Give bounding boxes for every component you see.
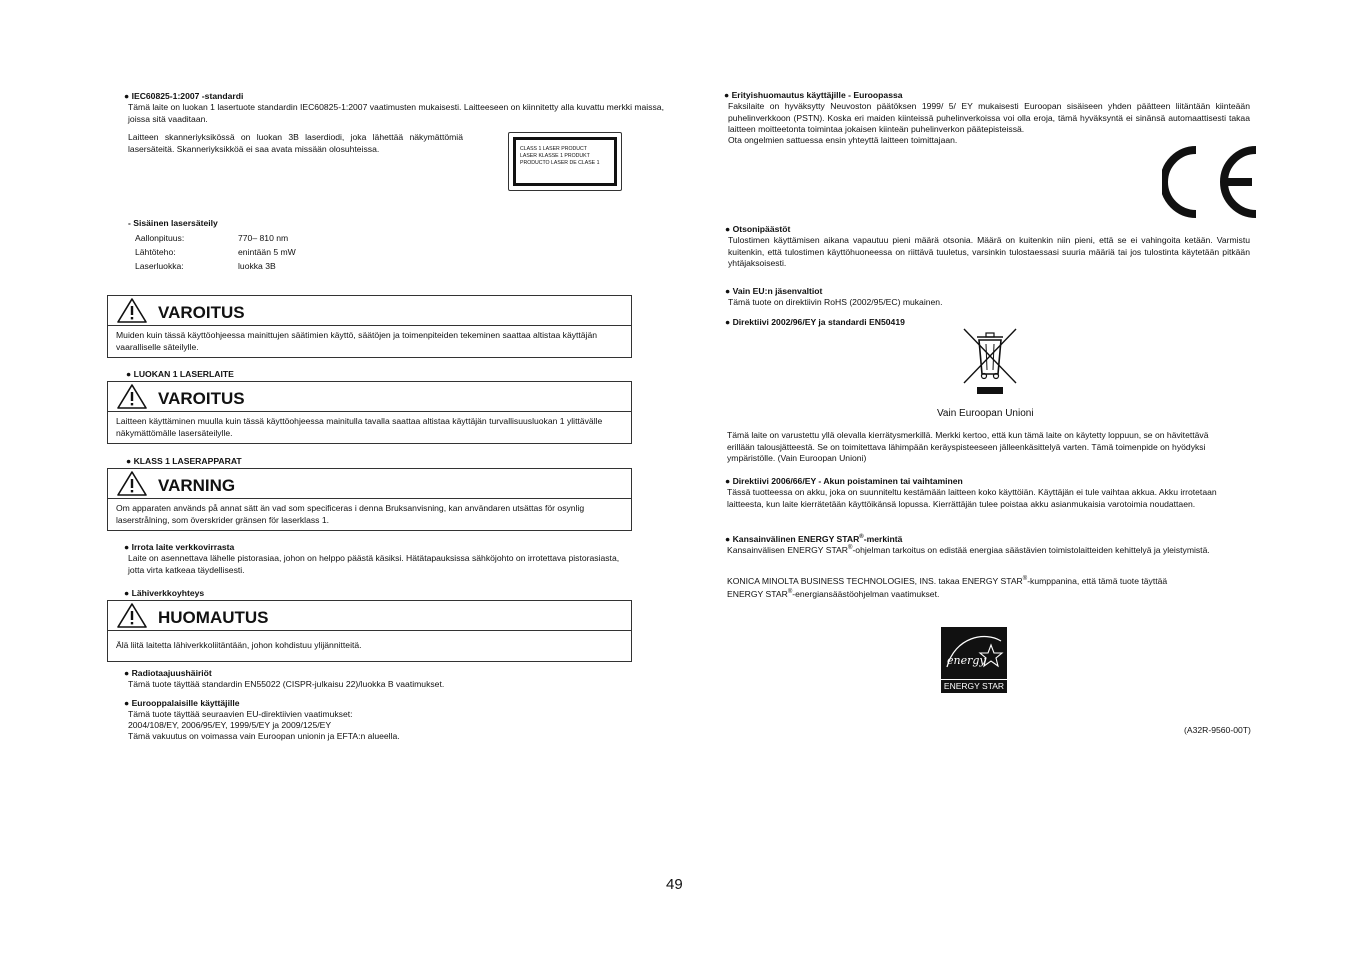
spec-label-power: Lähtöteho: xyxy=(135,247,176,257)
class1-heading: ● LUOKAN 1 LASERLAITE xyxy=(126,369,234,379)
document-code: (A32R-9560-00T) xyxy=(1184,725,1251,735)
energy-text-1-post: -ohjelman tarkoitus on edistää energiaa säästävien toimistolaitteiden kehittelyä ja yleistymistä. xyxy=(852,544,1210,555)
eu-members-text: Tämä tuote on direktiivin RoHS (2002/95/EC) mukainen. xyxy=(728,297,943,307)
warning-text-2: Laitteen käyttäminen muulla kuin tässä käyttöohjeessa mainitulla tavalla saattaa altistaa käyttäjän turvallisuusluokan 1 ylittävälle näkymättömälle lasersäteilylle. xyxy=(116,416,603,438)
warning-triangle-icon xyxy=(117,603,147,628)
europe-heading: ● Eurooppalaisille käyttäjille xyxy=(124,698,240,708)
warning-text-3: Om apparaten används på annat sätt än vad som specificeras i denna Bruksanvisning, kan användaren utsättas för osynlig laserstrålning, som överskrider gränsen för laserklass 1. xyxy=(116,503,585,525)
scanner-text: Laitteen skanneriyksikössä on luokan 3B laserdiodi, joka lähettää näkymättömiä lasersäteitä. Skanneriyksikköä ei saa avata missään olosuhteissa. xyxy=(128,132,463,154)
disconnect-text: Laite on asennettava lähelle pistorasiaa, johon on helppo päästä käsiksi. Hätätapauksissa sähköjohto on irrotettava pistorasiasta, jotta virta katkeaa täydellisesti. xyxy=(128,553,620,575)
reg-mark: ® xyxy=(787,589,793,596)
disconnect-heading: ● Irrota laite verkkovirrasta xyxy=(124,542,235,552)
label-line-2: LASER KLASSE 1 PRODUKT xyxy=(520,153,590,159)
klass1-heading: ● KLASS 1 LASERAPPARAT xyxy=(126,456,242,466)
energy-text-2-d: -energiansäästöohjelman vaatimukset. xyxy=(792,589,940,600)
warning-triangle-icon xyxy=(117,384,147,409)
warning-text-4: Älä liitä laitetta lähiverkkoliitäntään, johon kohdistuu ylijännitteitä. xyxy=(116,640,362,650)
reg-mark: ® xyxy=(1022,576,1028,582)
energy-text-1-pre: Kansainvälisen ENERGY STAR xyxy=(727,544,849,555)
europe-line-3: Tämä vakuutus on voimassa vain Euroopan unionin ja EFTA:n alueella. xyxy=(128,731,400,741)
warning-box-2 xyxy=(107,381,632,444)
crossed-bin-icon xyxy=(960,326,1020,406)
europe-line-1: Tämä tuote täyttää seuraavien EU-direktiivien vaatimukset: xyxy=(128,709,353,719)
weee-heading: ● Direktiivi 2002/96/EY ja standardi EN50419 xyxy=(725,317,905,327)
spec-label-wavelength: Aallonpituus: xyxy=(135,233,185,243)
label-line-3: PRODUCTO LASER DE CLASE 1 xyxy=(520,160,600,166)
lan-heading: ● Lähiverkkoyhteys xyxy=(124,588,205,598)
energy-star-label: ENERGY STAR xyxy=(941,679,1007,692)
iec-heading: ● IEC60825-1:2007 -standardi xyxy=(124,91,244,101)
page-number: 49 xyxy=(666,876,683,893)
reg-mark: ® xyxy=(848,545,853,551)
energy-heading-pre: ● Kansainvälinen ENERGY STAR xyxy=(725,533,860,544)
ozone-text: Tulostimen käyttämisen aikana vapautuu pieni määrä otsonia. Määrä on kuitenkin niin pieni, että se ei vahingoita ketään. Varmistu kuitenkin, että tulostimen käyttöhuoneessa on riittävä tuuletus, varsinkin tulostaessasi suuria määriä tai jos tulostinta käytetään pitkään yhtäjaksoisesti. xyxy=(728,235,1250,268)
energy-text-2 xyxy=(727,574,1247,601)
warning-text-1: Muiden kuin tässä käyttöohjeessa mainittujen säätimien käyttö, säätöjen ja toimenpiteiden tekeminen saattaa altistaa käyttäjän vaaralliselle säteilylle. xyxy=(116,330,598,352)
laser-class-label xyxy=(508,132,622,191)
energy-heading-post: -merkintä xyxy=(863,533,903,544)
warning-title-4: HUOMAUTUS xyxy=(158,608,269,627)
spec-value-class: luokka 3B xyxy=(238,261,276,271)
battery-heading: ● Direktiivi 2006/66/EY - Akun poistaminen tai vaihtaminen xyxy=(725,476,963,486)
energy-text-2-a: KONICA MINOLTA BUSINESS TECHNOLOGIES, INS. takaa ENERGY STAR xyxy=(727,575,1023,586)
radio-heading: ● Radiotaajuushäiriöt xyxy=(124,668,212,678)
weee-text: Tämä laite on varustettu yllä olevalla kierrätysmerkillä. Merkki kertoo, että kun tämä laite on käytetty loppuun, se on hävitettävä erillään talousjätteestä. Se on toimitettava lähimpään keräyspisteeseen jälleenkäsittelyä varten. Tämä toimenpide on hyödyksi ympäristölle. (Vain Euroopan Unioni) xyxy=(727,430,1209,463)
special-heading: ● Erityishuomautus käyttäjille - Euroopassa xyxy=(724,90,903,100)
battery-text: Tässä tuotteessa on akku, joka on suunniteltu kestämään laitteen koko käyttöiän. Käyttäjän ei tule vaihtaa akkua. Akku irrotetaan laitteesta, kun laite kierrätetään käyttöikänsä lopussa. Kierrättäjän tulee poistaa akku asianmukaisia varotoimia noudattaen. xyxy=(727,487,1217,509)
weee-caption: Vain Euroopan Unioni xyxy=(937,408,1034,419)
energy-script-text: energy xyxy=(947,654,986,667)
special-text-2: Ota ongelmien sattuessa ensin yhteyttä laitteen toimittajaan. xyxy=(728,135,958,145)
ozone-heading: ● Otsonipäästöt xyxy=(725,224,791,234)
warning-box-3 xyxy=(107,468,632,531)
warning-title-3: VARNING xyxy=(158,476,236,495)
europe-line-2: 2004/108/EY, 2006/95/EY, 1999/5/EY ja 2009/125/EY xyxy=(128,720,332,730)
energy-text-1 xyxy=(727,543,1227,556)
warning-title-1: VAROITUS xyxy=(158,303,245,322)
label-line-1: CLASS 1 LASER PRODUCT xyxy=(520,146,587,152)
eu-members-heading: ● Vain EU:n jäsenvaltiot xyxy=(725,286,823,296)
internal-heading: - Sisäinen lasersäteily xyxy=(128,218,218,228)
warning-box-1 xyxy=(107,295,632,358)
warning-title-2: VAROITUS xyxy=(158,389,245,408)
spec-label-class: Laserluokka: xyxy=(135,261,184,271)
ce-mark-icon xyxy=(1162,146,1260,218)
warning-triangle-icon xyxy=(117,471,147,496)
reg-mark: ® xyxy=(859,534,864,540)
spec-value-power: enintään 5 mW xyxy=(238,247,296,257)
energy-star-logo xyxy=(941,627,1007,693)
energy-text-2-c: ENERGY STAR xyxy=(727,589,788,600)
energy-star-swoosh-icon xyxy=(941,627,1007,679)
energy-text-2-b: -kumppanina, että tämä tuote täyttää xyxy=(1027,575,1168,586)
spec-value-wavelength: 770– 810 nm xyxy=(238,233,289,243)
warning-triangle-icon xyxy=(117,298,147,323)
warning-box-4 xyxy=(107,600,632,662)
iec-text: Tämä laite on luokan 1 lasertuote standardin IEC60825-1:2007 vaatimusten mukaisesti. Laitteeseen on kiinnitetty alla kuvattu merkki maissa, joissa sitä vaaditaan. xyxy=(128,102,664,124)
radio-text: Tämä tuote täyttää standardin EN55022 (CISPR-julkaisu 22)/luokka B vaatimukset. xyxy=(128,679,445,689)
special-text: Faksilaite on hyväksytty Neuvoston päätöksen 1999/ 5/ EY mukaisesti Euroopan sisäiseen yhden päätteen liitäntään kiinteään puhelinverkkoon (PSTN). Koska eri maiden kiinteissä puhelinverkoissa voi olla eroja, tämä hyväksyntä ei sinänsä automaattisesti takaa laitteen moitteetonta toimintaa jokaisen kiinteän puhelinverkon päätepisteissä. xyxy=(728,101,1250,134)
